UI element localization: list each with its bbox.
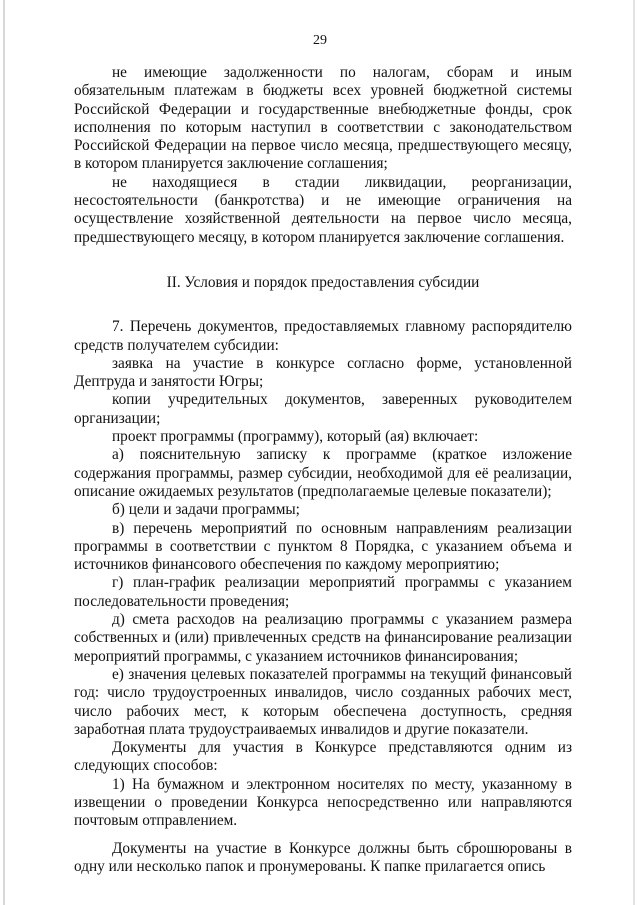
paragraph-no-liquidation: не находящиеся в стадии ликвидации, реорганизации, несостоятельности (банкротства) и не имеющие ограничения на осуществление хозяйственной деятельности на первое число месяца, предшествующего месяцу, в котором планируется заключение соглашения.: [74, 173, 572, 246]
paragraph-submission-methods: Документы для участия в Конкурсе представляются одним из следующих способов:: [74, 739, 572, 775]
paragraph-item-b: б) цели и задачи программы;: [112, 501, 300, 519]
paragraph-item-g: г) план-график реализации мероприятий программы с указанием последовательности проведения;: [74, 574, 572, 610]
page-number: 29: [313, 33, 327, 48]
scan-edge-left: [3, 0, 5, 905]
paragraph-item-e: е) значения целевых показателей программы на текущий финансовый год: число трудоустроенных инвалидов, число созданных рабочих мест, число рабочих мест, к которым обеспечена доступность, средняя заработная плата трудоустраиваемых инвалидов и другие показатели.: [74, 665, 572, 738]
document-body: [74, 64, 572, 876]
paragraph-binding: Документы на участие в Конкурсе должны быть сброшюрованы в одну или несколько папок и пронумерованы. К папке прилагается опись: [74, 839, 572, 875]
paragraph-copies: копии учредительных документов, заверенных руководителем организации;: [74, 391, 572, 427]
paragraph-application: заявка на участие в конкурсе согласно форме, установленной Дептруда и занятости Югры;: [74, 354, 572, 391]
section-heading: II. Условия и порядок предоставления субсидии: [166, 273, 480, 291]
paragraph-item-7: 7. Перечень документов, предоставляемых главному распорядителю средств получателем субсидии:: [74, 318, 572, 354]
scan-edge-right: [633, 0, 635, 905]
paragraph-method-1: 1) На бумажном и электронном носителях по месту, указанному в извещении о проведении Конкурса непосредственно или направляются почтовым отправлением.: [74, 775, 572, 830]
paragraph-item-a: а) пояснительную записку к программе (краткое изложение содержания программы, размер субсидии, необходимой для её реализации, описание ожидаемых результатов (предполагаемые целевые показатели);: [74, 446, 572, 500]
paragraph-item-v: в) перечень мероприятий по основным направлениям реализации программы в соответствии с пунктом 8 Порядка, с указанием объема и источников финансового обеспечения по каждому мероприятию;: [74, 519, 572, 574]
paragraph-program-draft: проект программы (программу), который (ая) включает:: [112, 428, 479, 446]
paragraph-item-d: д) смета расходов на реализацию программы с указанием размера собственных и (или) привлеченных средств на финансирование реализации мероприятий программы, с указанием источников финансирования;: [74, 611, 572, 665]
paragraph-no-tax-debt: не имеющие задолженности по налогам, сборам и иным обязательным платежам в бюджеты всех уровней бюджетной системы Российской Федерации и государственные внебюджетные фонды, срок исполнения по которым наступил в соответствии с законодательством Российской Федерации на первое число месяца, предшествующего месяцу, в котором планируется заключение соглашения;: [74, 64, 572, 173]
